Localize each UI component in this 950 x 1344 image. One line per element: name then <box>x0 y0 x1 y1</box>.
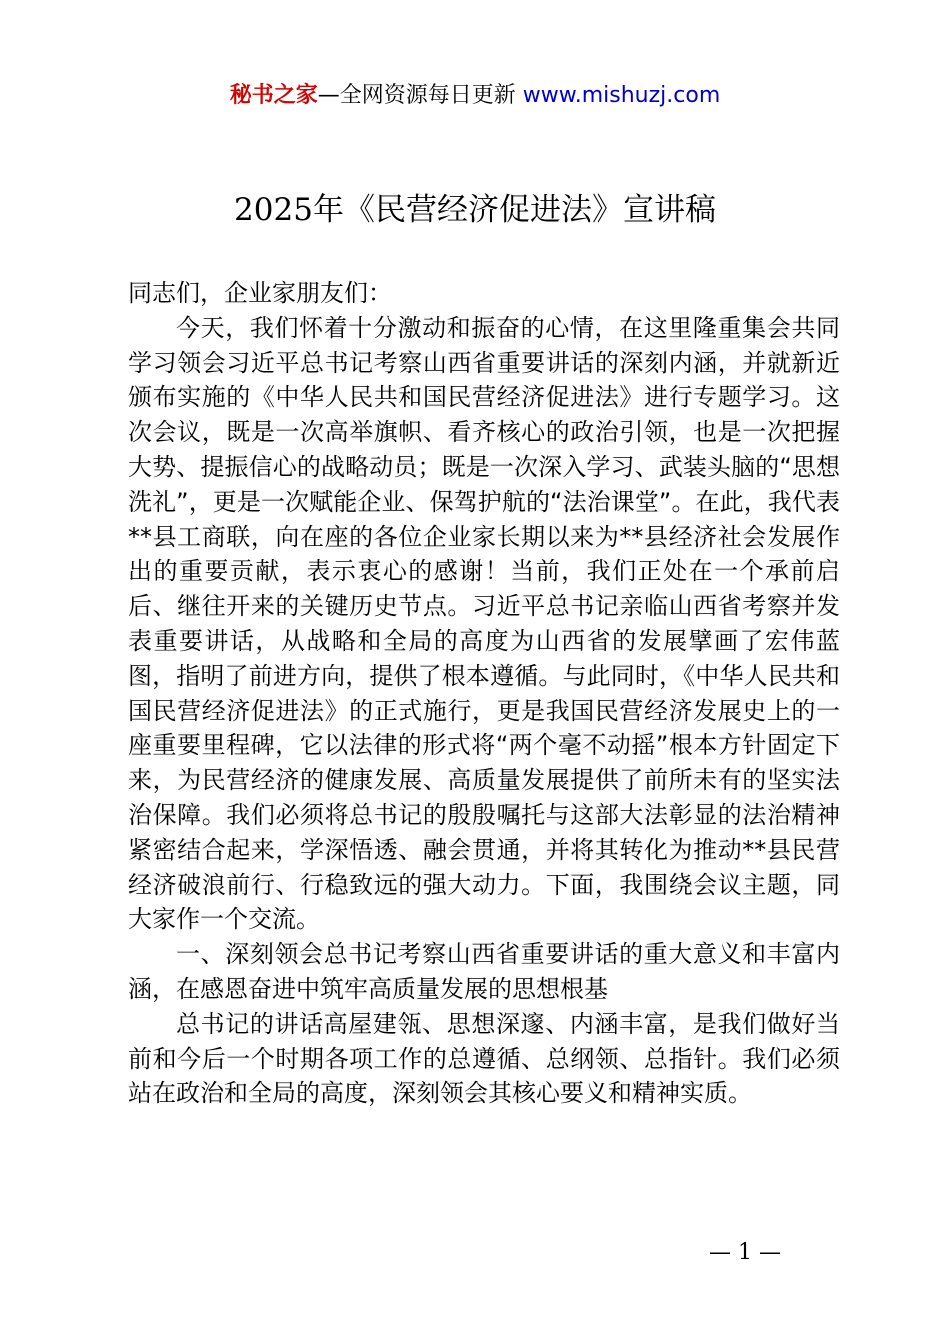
paragraph-section-1: 总书记的讲话高屋建瓴、思想深邃、内涵丰富，是我们做好当前和今后一个时期各项工作的总遵循、总纲领、总指针。我们必须站在政治和全局的高度，深刻领会其核心要义和精神实质。 <box>128 1009 840 1108</box>
document-body <box>128 276 840 1111</box>
paragraph-intro: 今天，我们怀着十分激动和振奋的心情，在这里隆重集会共同学习领会习近平总书记考察山西省重要讲话的深刻内涵，并就新近颁布实施的《中华人民共和国民营经济促进法》进行专题学习。这次会议，既是一次高举旗帜、看齐核心的政治引领，也是一次把握大势、提振信心的战略动员；既是一次深入学习、武装头脑的“思想洗礼”，更是一次赋能企业、保驾护航的“法治课堂”。在此，我代表**县工商联，向在座的各位企业家长期以来为**县经济社会发展作出的重要贡献，表示衷心的感谢！当前，我们正处在一个承前启后、继往开来的关键历史节点。习近平总书记亲临山西省考察并发表重要讲话，从战略和全局的高度为山西省的发展擘画了宏伟蓝图，指明了前进方向，提供了根本遵循。与此同时，《中华人民共和国民营经济促进法》的正式施行，更是我国民营经济发展史上的一座重要里程碑，它以法律的形式将“两个毫不动摇”根本方针固定下来，为民营经济的健康发展、高质量发展提供了前所未有的坚实法治保障。我们必须将总书记的殷殷嘱托与这部大法彰显的法治精神紧密结合起来，学深悟透、融会贯通，并将其转化为推动**县民营经济破浪前行、行稳致远的强大动力。下面，我围绕会议主题，同大家作一个交流。 <box>128 313 840 934</box>
document-title: 2025年《民营经济促进法》宣讲稿 <box>234 192 716 228</box>
site-brand: 秘书之家 <box>229 83 318 108</box>
salutation: 同志们，企业家朋友们： <box>128 279 392 307</box>
section-heading-1: 一、深刻领会总书记考察山西省重要讲话的重大意义和丰富内涵，在感恩奋进中筑牢高质量发展的思想根基 <box>128 940 840 1003</box>
site-slogan: —全网资源每日更新 <box>317 83 516 108</box>
site-url[interactable]: www.mishuzj.com <box>522 83 721 108</box>
site-header <box>0 80 950 112</box>
page-number: — 1 — <box>709 1240 781 1265</box>
